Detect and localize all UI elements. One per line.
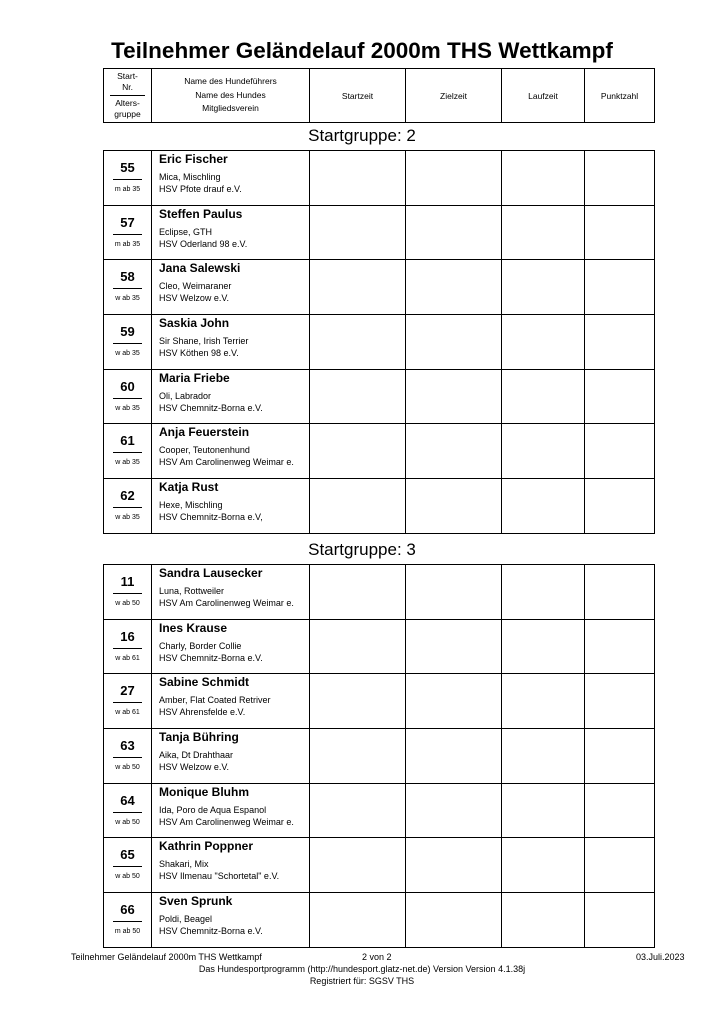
- startgruppe-heading: Startgruppe: 2: [308, 126, 416, 145]
- start-number-cell: [104, 151, 152, 206]
- participant-info-cell: [152, 619, 310, 674]
- handler-name: Sandra Lausecker: [159, 566, 263, 580]
- participant-row: [104, 479, 655, 534]
- age-group: m ab 35: [114, 240, 141, 248]
- handler-name: Jana Salewski: [159, 261, 241, 276]
- zielzeit-cell: [406, 479, 502, 534]
- laufzeit-cell: [502, 479, 585, 534]
- handler-name: Steffen Paulus: [159, 206, 243, 221]
- punktzahl-cell: [585, 260, 655, 315]
- participant-info-cell: [152, 674, 310, 729]
- participant-row: [104, 674, 655, 729]
- start-number-divider: [113, 288, 142, 289]
- start-number-cell: [104, 893, 152, 948]
- footer-page-number: 2 von 2: [362, 952, 392, 962]
- startzeit-cell: [310, 369, 406, 424]
- participant-info-cell: [152, 260, 310, 315]
- club-name: HSV Chemnitz-Borna e.V.: [159, 652, 263, 663]
- handler-name: Kathrin Poppner: [159, 839, 254, 854]
- dog-name: Oli, Labrador: [159, 390, 212, 401]
- participant-row: [104, 619, 655, 674]
- zielzeit-cell: [406, 783, 502, 838]
- zielzeit-cell: [406, 893, 502, 948]
- zielzeit-cell: [406, 151, 502, 206]
- start-number: 65: [120, 847, 135, 863]
- start-number-cell: [104, 838, 152, 893]
- club-name: HSV Köthen 98 e.V.: [159, 348, 239, 359]
- participant-row: [104, 260, 655, 315]
- laufzeit-cell: [502, 205, 585, 260]
- club-name: HSV Am Carolinenweg Weimar e.: [159, 598, 294, 608]
- start-number-divider: [113, 921, 142, 922]
- age-group: m ab 35: [114, 186, 141, 193]
- startgruppe-heading: Startgruppe: 3: [308, 540, 416, 559]
- start-number-cell: [104, 205, 152, 260]
- header-verein: Mitgliedsverein: [202, 103, 259, 114]
- handler-name: Saskia John: [159, 316, 230, 331]
- participant-row: [104, 369, 655, 424]
- footer-registration: Registriert für: SGSV THS: [309, 976, 415, 986]
- club-name: HSV Welzow e.V.: [159, 293, 230, 304]
- dog-name: Ida, Poro de Aqua Espanol: [159, 804, 267, 815]
- header-start-nr: Start- Nr.: [110, 71, 145, 96]
- start-number-divider: [113, 648, 142, 649]
- startzeit-cell: [310, 260, 406, 315]
- punktzahl-cell: [585, 893, 655, 948]
- laufzeit-cell: [502, 619, 585, 674]
- startzeit-cell: [310, 479, 406, 534]
- punktzahl-cell: [585, 838, 655, 893]
- startzeit-cell: [310, 565, 406, 620]
- start-number: 58: [120, 269, 135, 285]
- participant-info-cell: [152, 729, 310, 784]
- laufzeit-cell: [502, 151, 585, 206]
- laufzeit-cell: [502, 729, 585, 784]
- dog-name: Cooper, Teutonenhund: [159, 445, 250, 456]
- start-number-divider: [113, 234, 142, 235]
- startzeit-cell: [310, 674, 406, 729]
- participant-row: [104, 783, 655, 838]
- startzeit-cell: [310, 151, 406, 206]
- participant-row: [104, 838, 655, 893]
- zielzeit-cell: [406, 205, 502, 260]
- participant-info-cell: [152, 783, 310, 838]
- punktzahl-cell: [585, 674, 655, 729]
- zielzeit-cell: [406, 838, 502, 893]
- participant-info-cell: [152, 151, 310, 206]
- dog-name: Amber, Flat Coated Retriver: [159, 695, 271, 706]
- start-number: 63: [120, 738, 135, 754]
- participant-info-cell: [152, 315, 310, 370]
- handler-name: Katja Rust: [159, 480, 219, 495]
- punktzahl-cell: [585, 205, 655, 260]
- punktzahl-cell: [585, 565, 655, 620]
- age-group: w ab 35: [115, 514, 140, 522]
- laufzeit-cell: [502, 565, 585, 620]
- laufzeit-cell: [502, 783, 585, 838]
- start-number-divider: [113, 398, 142, 399]
- club-name: HSV Pfote drauf e.V.: [159, 184, 242, 194]
- startzeit-cell: [310, 783, 406, 838]
- startzeit-cell: [310, 838, 406, 893]
- handler-name: Monique Bluhm: [159, 784, 249, 799]
- participant-info-cell: [152, 565, 310, 620]
- age-group: w ab 50: [115, 600, 140, 607]
- startzeit-cell: [310, 729, 406, 784]
- participant-row: [104, 893, 655, 948]
- dog-name: Aika, Dt Drahthaar: [159, 750, 234, 761]
- start-number-divider: [113, 343, 142, 344]
- dog-name: Cleo, Weimaraner: [159, 281, 232, 292]
- start-number-cell: [104, 619, 152, 674]
- punktzahl-cell: [585, 315, 655, 370]
- start-number-cell: [104, 369, 152, 424]
- dog-name: Hexe, Mischling: [159, 500, 223, 511]
- start-number-divider: [113, 812, 142, 813]
- header-punktzahl: Punktzahl: [585, 69, 655, 123]
- start-number: 57: [120, 214, 135, 230]
- start-number-cell: [104, 479, 152, 534]
- start-number-divider: [113, 507, 142, 508]
- zielzeit-cell: [406, 565, 502, 620]
- dog-name: Luna, Rottweiler: [159, 586, 225, 596]
- club-name: HSV Chemnitz-Borna e.V.: [159, 926, 263, 937]
- participant-info-cell: [152, 205, 310, 260]
- club-name: HSV Ahrensfelde e.V.: [159, 707, 246, 718]
- punktzahl-cell: [585, 369, 655, 424]
- punktzahl-cell: [585, 783, 655, 838]
- age-group: w ab 50: [115, 764, 140, 772]
- participant-info-cell: [152, 838, 310, 893]
- header-name-cell: [152, 69, 310, 123]
- start-number-divider: [113, 757, 142, 758]
- start-number: 27: [120, 683, 135, 699]
- start-number-divider: [113, 866, 142, 867]
- age-group: w ab 61: [115, 654, 140, 662]
- age-group: w ab 61: [115, 709, 140, 717]
- punktzahl-cell: [585, 151, 655, 206]
- dog-name: Shakari, Mix: [159, 859, 209, 870]
- laufzeit-cell: [502, 893, 585, 948]
- age-group: m ab 50: [114, 928, 141, 936]
- start-number-cell: [104, 424, 152, 479]
- laufzeit-cell: [502, 315, 585, 370]
- age-group: w ab 35: [115, 459, 140, 467]
- start-number-cell: [104, 565, 152, 620]
- zielzeit-cell: [406, 315, 502, 370]
- startzeit-cell: [310, 893, 406, 948]
- start-number-divider: [113, 179, 142, 180]
- zielzeit-cell: [406, 424, 502, 479]
- punktzahl-cell: [585, 619, 655, 674]
- participant-row: [104, 205, 655, 260]
- handler-name: Anja Feuerstein: [159, 425, 250, 440]
- start-number: 59: [120, 324, 135, 340]
- handler-name: Sabine Schmidt: [159, 675, 250, 690]
- dog-name: Mica, Mischling: [159, 172, 221, 182]
- footer-program-info: Das Hundesportprogramm (http://hundesport.glatz-net.de) Version Version 4.1.38j: [198, 964, 526, 974]
- start-number-cell: [104, 315, 152, 370]
- dog-name: Sir Shane, Irish Terrier: [159, 336, 249, 347]
- start-number: 16: [120, 628, 135, 644]
- header-startzeit: Startzeit: [310, 69, 406, 123]
- zielzeit-cell: [406, 369, 502, 424]
- footer-title: Teilnehmer Geländelauf 2000m THS Wettkampf: [71, 952, 262, 962]
- header-start-nr-cell: [104, 69, 152, 123]
- handler-name: Sven Sprunk: [159, 894, 233, 909]
- punktzahl-cell: [585, 424, 655, 479]
- zielzeit-cell: [406, 674, 502, 729]
- start-number: 61: [120, 433, 135, 449]
- participant-info-cell: [152, 893, 310, 948]
- punktzahl-cell: [585, 479, 655, 534]
- start-number-divider: [113, 702, 142, 703]
- handler-name: Maria Friebe: [159, 370, 230, 385]
- participant-row: [104, 315, 655, 370]
- start-number-cell: [104, 674, 152, 729]
- laufzeit-cell: [502, 424, 585, 479]
- club-name: HSV Ilmenau "Schortetal" e.V.: [159, 871, 280, 882]
- start-number: 11: [120, 574, 135, 589]
- participant-info-cell: [152, 479, 310, 534]
- startgruppe-table: [103, 564, 655, 948]
- participant-row: [104, 151, 655, 206]
- zielzeit-cell: [406, 260, 502, 315]
- startzeit-cell: [310, 619, 406, 674]
- startzeit-cell: [310, 424, 406, 479]
- laufzeit-cell: [502, 369, 585, 424]
- header-hundefuehrer: Name des Hundeführers: [184, 76, 277, 87]
- startzeit-cell: [310, 205, 406, 260]
- document-title: Teilnehmer Geländelauf 2000m THS Wettkampf: [111, 38, 613, 63]
- age-group: w ab 35: [115, 350, 140, 358]
- laufzeit-cell: [502, 674, 585, 729]
- start-number: 64: [120, 792, 135, 808]
- dog-name: Eclipse, GTH: [159, 226, 213, 237]
- zielzeit-cell: [406, 729, 502, 784]
- dog-name: Poldi, Beagel: [159, 914, 213, 925]
- header-hund: Name des Hundes: [195, 89, 266, 100]
- laufzeit-cell: [502, 838, 585, 893]
- dog-name: Charly, Border Collie: [159, 640, 242, 651]
- header-altersgruppe: Alters- gruppe: [114, 98, 141, 119]
- age-group: w ab 50: [115, 818, 140, 826]
- participant-row: [104, 424, 655, 479]
- handler-name: Tanja Bühring: [159, 730, 239, 745]
- age-group: w ab 35: [115, 295, 140, 303]
- start-number: 55: [120, 160, 135, 175]
- participant-info-cell: [152, 369, 310, 424]
- start-number-cell: [104, 729, 152, 784]
- club-name: HSV Chemnitz-Borna e.V.: [159, 402, 263, 413]
- participant-row: [104, 565, 655, 620]
- start-number: 62: [120, 488, 135, 504]
- startzeit-cell: [310, 315, 406, 370]
- club-name: HSV Am Carolinenweg Weimar e.: [159, 816, 294, 827]
- age-group: w ab 50: [115, 873, 140, 881]
- club-name: HSV Oderland 98 e.V.: [159, 238, 248, 249]
- footer-date: 03.Juli.2023: [636, 952, 685, 962]
- header-laufzeit: Laufzeit: [502, 69, 585, 123]
- startgruppe-table: [103, 150, 655, 534]
- start-number: 60: [120, 378, 135, 394]
- club-name: HSV Welzow e.V.: [159, 762, 230, 773]
- start-number-cell: [104, 260, 152, 315]
- participant-info-cell: [152, 424, 310, 479]
- club-name: HSV Am Carolinenweg Weimar e.: [159, 457, 294, 468]
- start-number-divider: [113, 452, 142, 453]
- start-number-divider: [113, 593, 142, 594]
- laufzeit-cell: [502, 260, 585, 315]
- club-name: HSV Chemnitz-Borna e.V,: [159, 512, 263, 523]
- participant-row: [104, 729, 655, 784]
- handler-name: Eric Fischer: [159, 152, 228, 166]
- start-number: 66: [120, 902, 135, 918]
- start-number-cell: [104, 783, 152, 838]
- handler-name: Ines Krause: [159, 620, 228, 635]
- column-header-table: [103, 68, 655, 123]
- punktzahl-cell: [585, 729, 655, 784]
- header-zielzeit: Zielzeit: [406, 69, 502, 123]
- zielzeit-cell: [406, 619, 502, 674]
- age-group: w ab 35: [115, 404, 140, 412]
